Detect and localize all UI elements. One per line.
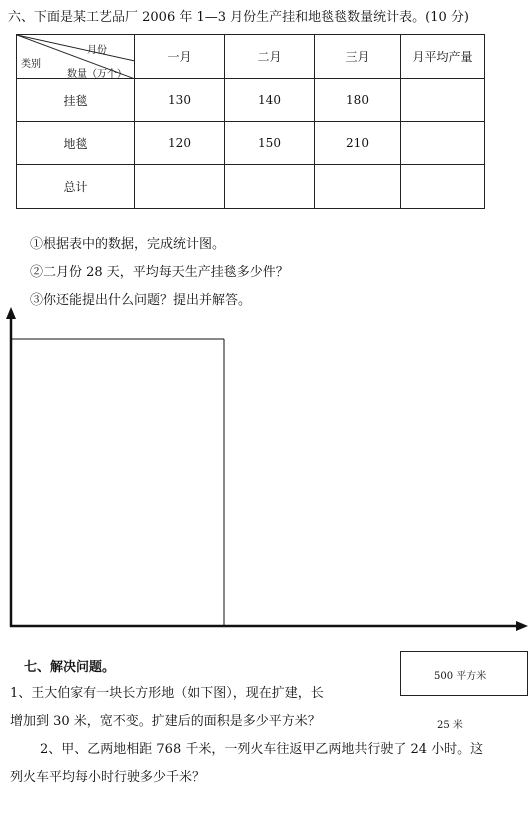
table-cell: 180 [315,79,401,122]
table-cell [401,122,485,165]
question-1: ①根据表中的数据，完成统计图。 [30,237,226,252]
header-january: 一月 [135,35,225,79]
header-february: 二月 [225,35,315,79]
table-row [17,165,485,209]
corner-label-month: 月份 [87,45,107,56]
rectangle-width-label: 25 米 [437,720,463,731]
table-cell [401,79,485,122]
table-cell: 130 [135,79,225,122]
corner-label-category: 类别 [21,59,41,70]
header-monthly-average: 月平均产量 [401,35,485,79]
table-cell: 140 [225,79,315,122]
table-row [17,79,485,122]
section-6-title: 六、下面是某工艺品厂 2006 年 1—3 月份生产挂和地毯毯数量统计表。(10 分) [8,10,469,25]
table-row [17,122,485,165]
rectangle-area-label: 500 平方米 [434,671,487,682]
blank-chart-area [0,305,530,635]
table-cell [401,165,485,209]
question-2: ②二月份 28 天，平均每天生产挂毯多少件？ [30,265,289,280]
table-cell [135,165,225,209]
table-cell: 210 [315,122,401,165]
table-cell [225,165,315,209]
table-cell: 120 [135,122,225,165]
table-cell: 150 [225,122,315,165]
table-header-row [17,35,485,79]
table-corner-cell [17,35,135,79]
header-march: 三月 [315,35,401,79]
table-cell [315,165,401,209]
rectangle-figure [400,651,528,696]
row-label: 地毯 [17,122,135,165]
problem-1-line-2: 增加到 30 米，宽不变。扩建后的面积是多少平方米？ [10,714,321,729]
problem-1-line-1: 1、王大伯家有一块长方形地（如下图），现在扩建，长 [10,686,324,701]
corner-label-quantity: 数量（万个） [67,69,127,80]
problem-2-line-2: 列火车平均每小时行驶多少千米？ [10,770,206,785]
problem-2-line-1: 2、甲、乙两地相距 768 千米，一列火车往返甲乙两地共行驶了 24 小时。这 [40,742,484,757]
row-label: 挂毯 [17,79,135,122]
statistics-table [16,34,485,209]
row-label: 总计 [17,165,135,209]
question-3: ③你还能提出什么问题？提出并解答。 [30,293,252,308]
y-axis-arrowhead-icon [6,307,16,319]
section-7-title: 七、解决问题。 [24,660,116,675]
x-axis-arrowhead-icon [516,621,528,631]
